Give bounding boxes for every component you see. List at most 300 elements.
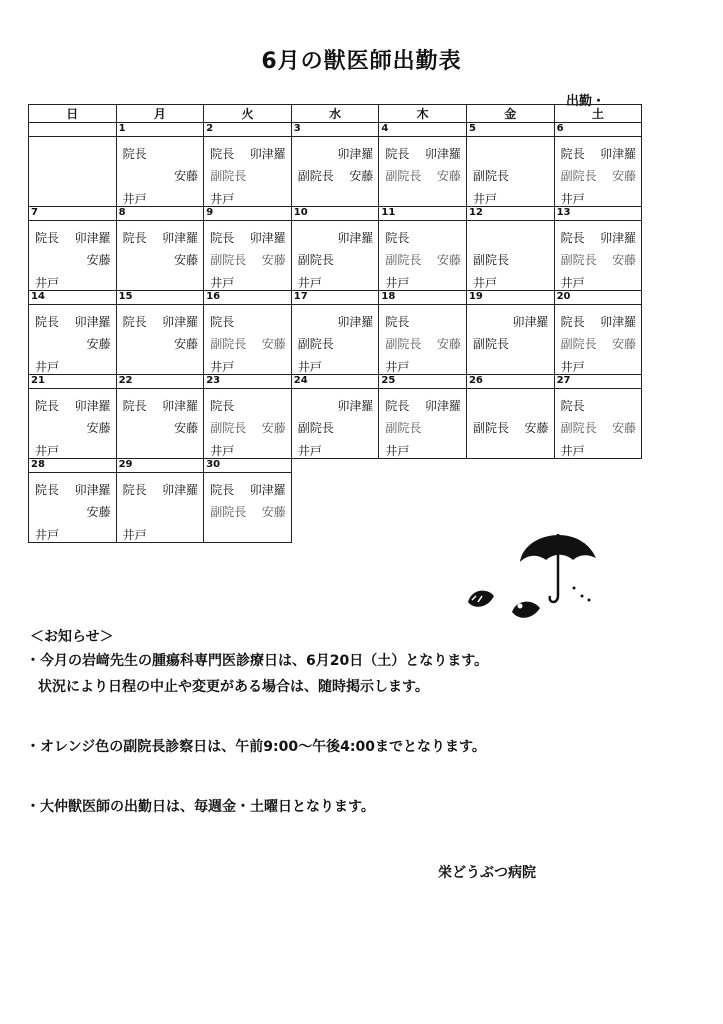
- weekday-header: 土: [554, 105, 642, 123]
- staff-line: [33, 526, 112, 540]
- staff-line: [208, 503, 287, 517]
- day-number-divider: [292, 136, 379, 137]
- staff-line: [33, 442, 112, 456]
- staff-line: [471, 251, 550, 265]
- staff-name-right: 安藤: [86, 505, 111, 519]
- day-number: 1: [118, 123, 126, 134]
- staff-name-left: 副院長: [472, 169, 509, 183]
- staff-name-right: 卯津羅: [74, 315, 111, 329]
- day-number-divider: [292, 304, 379, 305]
- staff-line: [121, 526, 200, 540]
- day-number: 18: [381, 291, 396, 302]
- staff-line: [296, 313, 375, 327]
- hospital-name: 栄どうぶつ病院: [438, 865, 536, 881]
- day-number-divider: [117, 304, 204, 305]
- staff-name-left: 副院長: [560, 253, 597, 267]
- staff-line: [296, 419, 375, 433]
- day-cell: [116, 123, 204, 207]
- leaf-right: [512, 602, 540, 618]
- day-cell: [116, 207, 204, 291]
- staff-line: [121, 313, 200, 327]
- weekday-header: 水: [291, 105, 379, 123]
- staff-name-left: 副院長: [297, 169, 334, 183]
- day-number: 25: [381, 375, 396, 386]
- staff-name-left: 院長: [210, 147, 235, 161]
- staff-name-left: 院長: [385, 231, 410, 245]
- staff-name-right: 卯津羅: [249, 147, 286, 161]
- day-number: 12: [468, 207, 483, 218]
- day-cell: [204, 207, 292, 291]
- staff-name-right: 安藤: [612, 169, 637, 183]
- staff-line: [208, 442, 287, 456]
- day-cell: [554, 375, 642, 459]
- day-number-divider: [467, 388, 554, 389]
- staff-line: [33, 313, 112, 327]
- day-number: 29: [118, 459, 133, 470]
- day-number: 26: [468, 375, 483, 386]
- day-number: 4: [381, 123, 389, 134]
- staff-line: [208, 251, 287, 265]
- staff-line: [383, 251, 462, 265]
- staff-line: [383, 442, 462, 456]
- day-number-divider: [117, 472, 204, 473]
- day-number-divider: [292, 388, 379, 389]
- staff-line: [471, 335, 550, 349]
- staff-name-right: 安藤: [349, 169, 374, 183]
- day-number-divider: [29, 472, 116, 473]
- staff-name-left: 院長: [122, 147, 147, 161]
- day-number-divider: [467, 136, 554, 137]
- notice-oncology-note: 状況により日程の中止や変更がある場合は、随時掲示します。: [38, 679, 429, 695]
- day-number: 20: [556, 291, 571, 302]
- outside-month-cell: [291, 459, 379, 543]
- staff-name-right: 卯津羅: [162, 315, 199, 329]
- staff-name-right: 安藤: [86, 337, 111, 351]
- day-number: 6: [556, 123, 564, 134]
- staff-name-right: 卯津羅: [600, 231, 637, 245]
- day-cell: [379, 207, 467, 291]
- staff-name-right: 卯津羅: [600, 315, 637, 329]
- staff-line: [121, 503, 200, 517]
- staff-name-right: 卯津羅: [424, 399, 461, 413]
- staff-line: [559, 274, 638, 288]
- staff-line: [471, 190, 550, 204]
- day-number: 9: [206, 207, 214, 218]
- staff-line: [33, 419, 112, 433]
- staff-line: [471, 313, 550, 327]
- staff-name-left: 副院長: [560, 337, 597, 351]
- staff-name-right: 安藤: [612, 421, 637, 435]
- staff-name-left: 副院長: [385, 169, 422, 183]
- staff-line: [383, 313, 462, 327]
- staff-name-left: 院長: [35, 231, 60, 245]
- day-cell: [116, 291, 204, 375]
- staff-name-left: 副院長: [560, 169, 597, 183]
- staff-name-right: 安藤: [524, 421, 549, 435]
- staff-line: [33, 335, 112, 349]
- day-cell: [29, 375, 117, 459]
- day-number-divider: [555, 388, 642, 389]
- staff-line: [383, 419, 462, 433]
- staff-name-right: 安藤: [174, 337, 199, 351]
- outside-month-cell: [379, 459, 467, 543]
- staff-name-right: 卯津羅: [162, 483, 199, 497]
- staff-line: [471, 167, 550, 181]
- week-row: [29, 207, 642, 291]
- day-number-divider: [555, 304, 642, 305]
- notice-oncology: ・今月の岩﨑先生の腫瘍科専門医診療日は、6月20日（土）となります。: [26, 653, 489, 669]
- week-row: [29, 291, 642, 375]
- staff-name-right: 安藤: [261, 505, 286, 519]
- day-cell: [204, 123, 292, 207]
- staff-name-right: 安藤: [261, 253, 286, 267]
- staff-line: [471, 145, 550, 159]
- staff-name-right: 卯津羅: [337, 315, 374, 329]
- weekday-header: 木: [379, 105, 467, 123]
- staff-name-left: 副院長: [210, 337, 247, 351]
- staff-name-right: 安藤: [436, 253, 461, 267]
- staff-name-left: 井戸: [560, 276, 585, 290]
- staff-name-left: 院長: [560, 399, 585, 413]
- staff-line: [559, 335, 638, 349]
- staff-name-left: 井戸: [210, 276, 235, 290]
- staff-line: [559, 145, 638, 159]
- staff-name-left: 副院長: [210, 505, 247, 519]
- staff-line: [383, 397, 462, 411]
- day-number-divider: [379, 304, 466, 305]
- staff-line: [559, 313, 638, 327]
- day-number: 28: [31, 459, 45, 470]
- day-number: 21: [31, 375, 45, 386]
- staff-name-right: 安藤: [612, 253, 637, 267]
- day-number-divider: [379, 136, 466, 137]
- staff-line: [559, 229, 638, 243]
- staff-line: [296, 397, 375, 411]
- staff-name-left: 副院長: [297, 421, 334, 435]
- staff-line: [121, 335, 200, 349]
- day-number: 19: [468, 291, 483, 302]
- staff-name-right: 安藤: [261, 421, 286, 435]
- staff-line: [559, 442, 638, 456]
- weekday-header: 火: [204, 105, 292, 123]
- staff-name-right: 卯津羅: [249, 483, 286, 497]
- staff-name-right: 卯津羅: [600, 147, 637, 161]
- day-cell: [204, 375, 292, 459]
- staff-name-right: 卯津羅: [74, 231, 111, 245]
- day-number-divider: [117, 388, 204, 389]
- day-cell: [29, 207, 117, 291]
- legend-label: 出勤・: [566, 94, 606, 109]
- day-cell: [466, 291, 554, 375]
- staff-line: [383, 145, 462, 159]
- staff-line: [33, 503, 112, 517]
- staff-line: [208, 145, 287, 159]
- schedule-calendar: [28, 104, 642, 543]
- staff-line: [296, 274, 375, 288]
- staff-line: [121, 358, 200, 372]
- staff-name-left: 副院長: [385, 253, 422, 267]
- day-number-divider: [292, 220, 379, 221]
- staff-line: [383, 274, 462, 288]
- staff-name-right: 安藤: [174, 421, 199, 435]
- staff-name-right: 安藤: [86, 421, 111, 435]
- staff-line: [383, 229, 462, 243]
- weekday-header: 金: [466, 105, 554, 123]
- staff-name-right: 安藤: [436, 337, 461, 351]
- staff-name-left: 院長: [210, 399, 235, 413]
- day-number: 23: [206, 375, 221, 386]
- staff-name-left: 副院長: [472, 337, 509, 351]
- staff-line: [121, 145, 200, 159]
- day-cell: [554, 207, 642, 291]
- day-number: 16: [206, 291, 221, 302]
- staff-line: [471, 442, 550, 456]
- staff-name-left: 院長: [210, 231, 235, 245]
- staff-line: [33, 274, 112, 288]
- staff-name-left: 井戸: [35, 276, 60, 290]
- staff-line: [559, 190, 638, 204]
- staff-line: [208, 167, 287, 181]
- day-cell: [116, 459, 204, 543]
- calendar-table: [28, 104, 642, 543]
- staff-name-right: 安藤: [612, 337, 637, 351]
- staff-name-left: 副院長: [210, 421, 247, 435]
- staff-name-left: 副院長: [385, 421, 422, 435]
- staff-name-left: 井戸: [35, 528, 60, 542]
- staff-name-left: 副院長: [210, 169, 247, 183]
- staff-name-right: 卯津羅: [249, 231, 286, 245]
- staff-name-left: 井戸: [297, 444, 322, 458]
- day-number-divider: [467, 220, 554, 221]
- staff-name-left: 井戸: [122, 192, 147, 206]
- staff-name-right: 安藤: [174, 253, 199, 267]
- staff-name-right: 卯津羅: [337, 231, 374, 245]
- staff-name-left: 井戸: [560, 360, 585, 374]
- page-title: 6月の獣医師出勤表: [261, 49, 462, 74]
- day-number-divider: [29, 220, 116, 221]
- day-cell: [116, 375, 204, 459]
- day-number-divider: [555, 220, 642, 221]
- staff-name-left: 井戸: [210, 444, 235, 458]
- staff-name-left: 院長: [385, 315, 410, 329]
- day-cell: [379, 123, 467, 207]
- staff-name-left: 院長: [210, 483, 235, 497]
- weekday-header: 月: [116, 105, 204, 123]
- day-number-divider: [117, 136, 204, 137]
- day-cell: [466, 207, 554, 291]
- staff-line: [383, 190, 462, 204]
- staff-line: [471, 419, 550, 433]
- staff-line: [296, 442, 375, 456]
- staff-name-left: 井戸: [472, 276, 497, 290]
- staff-name-left: 副院長: [297, 337, 334, 351]
- staff-name-right: 卯津羅: [74, 483, 111, 497]
- day-number-divider: [204, 220, 291, 221]
- day-cell: [554, 291, 642, 375]
- staff-line: [121, 419, 200, 433]
- staff-line: [296, 251, 375, 265]
- staff-name-right: 卯津羅: [337, 399, 374, 413]
- day-number-divider: [555, 136, 642, 137]
- staff-name-left: 井戸: [385, 360, 410, 374]
- staff-line: [559, 397, 638, 411]
- staff-line: [296, 358, 375, 372]
- staff-name-left: 院長: [35, 483, 60, 497]
- staff-line: [33, 229, 112, 243]
- staff-line: [208, 419, 287, 433]
- staff-name-right: 卯津羅: [162, 231, 199, 245]
- staff-name-left: 井戸: [385, 444, 410, 458]
- day-cell: [466, 123, 554, 207]
- staff-line: [208, 358, 287, 372]
- staff-line: [121, 397, 200, 411]
- staff-name-right: 卯津羅: [162, 399, 199, 413]
- staff-name-left: 院長: [122, 231, 147, 245]
- staff-line: [208, 481, 287, 495]
- staff-name-left: 副院長: [210, 253, 247, 267]
- staff-line: [383, 335, 462, 349]
- notice-vice-director: ・オレンジ色の副院長診察日は、午前9:00～午後4:00までとなります。: [26, 739, 486, 755]
- empty-day-cell: [29, 123, 117, 207]
- week-row: [29, 123, 642, 207]
- staff-line: [383, 167, 462, 181]
- day-number: 22: [118, 375, 133, 386]
- notices-heading: ＜お知らせ＞: [30, 629, 114, 645]
- staff-line: [296, 190, 375, 204]
- notice-onaka: ・大仲獣医師の出勤日は、毎週金・土曜日となります。: [26, 799, 375, 815]
- staff-name-left: 院長: [385, 399, 410, 413]
- staff-name-left: 井戸: [35, 360, 60, 374]
- staff-name-right: 卯津羅: [337, 147, 374, 161]
- day-number-divider: [204, 136, 291, 137]
- staff-line: [208, 190, 287, 204]
- staff-name-left: 井戸: [210, 360, 235, 374]
- day-number: 30: [206, 459, 221, 470]
- staff-line: [33, 251, 112, 265]
- staff-name-left: 井戸: [122, 528, 147, 542]
- staff-line: [208, 526, 287, 540]
- staff-line: [121, 190, 200, 204]
- day-number: 13: [556, 207, 571, 218]
- day-number: 14: [31, 291, 45, 302]
- day-cell: [291, 375, 379, 459]
- staff-line: [208, 335, 287, 349]
- staff-name-left: 副院長: [560, 421, 597, 435]
- staff-line: [296, 335, 375, 349]
- day-number: 15: [118, 291, 133, 302]
- day-number: 3: [293, 123, 301, 134]
- staff-line: [208, 313, 287, 327]
- staff-name-left: 副院長: [385, 337, 422, 351]
- staff-name-left: 井戸: [385, 276, 410, 290]
- week-row: [29, 375, 642, 459]
- staff-name-left: 井戸: [210, 192, 235, 206]
- day-number-divider: [204, 304, 291, 305]
- day-number: 10: [293, 207, 308, 218]
- staff-name-left: 院長: [35, 399, 60, 413]
- staff-line: [296, 229, 375, 243]
- staff-line: [121, 251, 200, 265]
- staff-line: [471, 274, 550, 288]
- staff-line: [121, 167, 200, 181]
- day-cell: [379, 375, 467, 459]
- staff-line: [33, 481, 112, 495]
- staff-line: [121, 481, 200, 495]
- staff-name-left: 井戸: [35, 444, 60, 458]
- staff-name-left: 院長: [122, 399, 147, 413]
- day-number: 8: [118, 207, 126, 218]
- staff-name-left: 院長: [122, 483, 147, 497]
- day-number-divider: [467, 304, 554, 305]
- day-number: 5: [468, 123, 476, 134]
- staff-line: [471, 229, 550, 243]
- day-number-divider: [379, 388, 466, 389]
- day-cell: [291, 123, 379, 207]
- staff-line: [471, 358, 550, 372]
- day-number: 2: [206, 123, 214, 134]
- staff-name-left: 井戸: [472, 192, 497, 206]
- day-cell: [291, 291, 379, 375]
- day-number-divider: [29, 388, 116, 389]
- day-number: 11: [381, 207, 396, 218]
- day-cell: [554, 123, 642, 207]
- staff-name-left: 院長: [560, 231, 585, 245]
- staff-name-left: 院長: [385, 147, 410, 161]
- day-number-divider: [204, 388, 291, 389]
- staff-line: [121, 442, 200, 456]
- staff-name-right: 卯津羅: [424, 147, 461, 161]
- staff-name-right: 安藤: [86, 253, 111, 267]
- day-cell: [204, 459, 292, 543]
- staff-name-left: 院長: [210, 315, 235, 329]
- staff-name-right: 卯津羅: [74, 399, 111, 413]
- staff-line: [559, 358, 638, 372]
- staff-line: [121, 274, 200, 288]
- day-number-divider: [117, 220, 204, 221]
- staff-name-left: 井戸: [297, 360, 322, 374]
- staff-line: [559, 419, 638, 433]
- day-number-divider: [204, 472, 291, 473]
- day-number: 7: [31, 207, 38, 218]
- staff-name-right: 卯津羅: [512, 315, 549, 329]
- staff-line: [383, 358, 462, 372]
- day-cell: [29, 291, 117, 375]
- day-cell: [204, 291, 292, 375]
- staff-line: [296, 167, 375, 181]
- day-cell: [379, 291, 467, 375]
- staff-line: [121, 229, 200, 243]
- staff-line: [471, 397, 550, 411]
- umbrella-illustration: [462, 518, 602, 632]
- staff-name-left: 院長: [35, 315, 60, 329]
- day-number: 27: [556, 375, 571, 386]
- staff-name-right: 安藤: [174, 169, 199, 183]
- weekday-header: 日: [29, 105, 117, 123]
- staff-line: [208, 229, 287, 243]
- staff-line: [208, 397, 287, 411]
- staff-line: [296, 145, 375, 159]
- staff-name-left: 井戸: [297, 276, 322, 290]
- staff-name-left: 副院長: [472, 253, 509, 267]
- staff-name-left: 井戸: [560, 192, 585, 206]
- staff-line: [33, 397, 112, 411]
- staff-name-right: 安藤: [261, 337, 286, 351]
- staff-line: [33, 358, 112, 372]
- staff-name-left: 院長: [560, 315, 585, 329]
- staff-name-left: 院長: [122, 315, 147, 329]
- staff-line: [559, 167, 638, 181]
- staff-name-left: 副院長: [297, 253, 334, 267]
